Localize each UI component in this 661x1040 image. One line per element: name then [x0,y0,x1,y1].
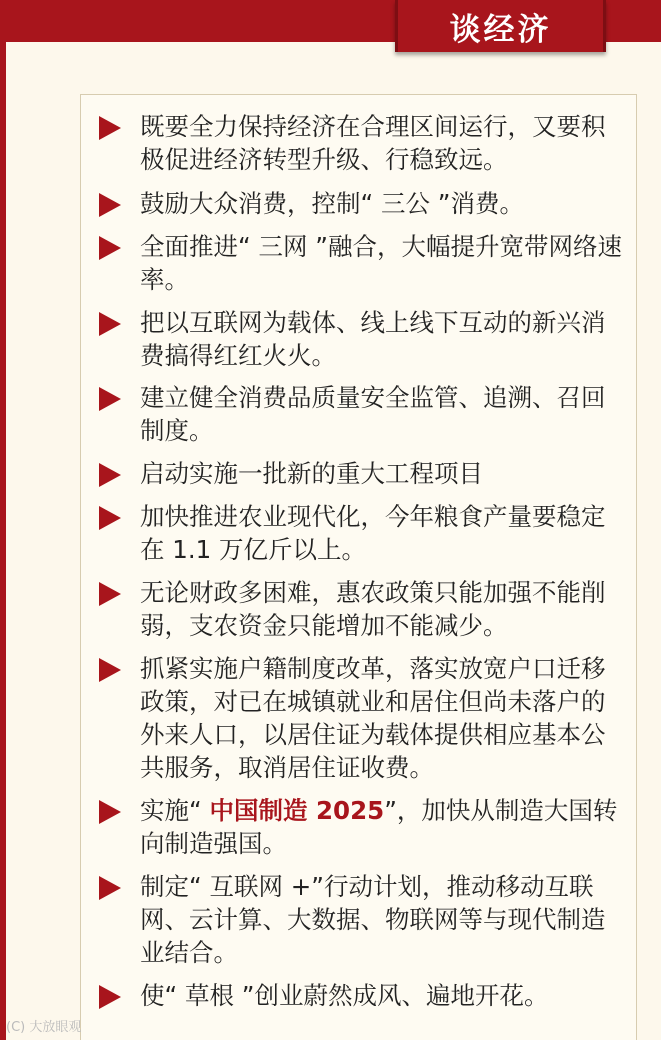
arrow-bullet-icon [99,236,121,260]
arrow-bullet-icon [99,387,121,411]
item-text-pre: 实施“ [140,796,210,825]
arrow-bullet-icon [99,116,121,140]
arrow-bullet-icon [99,506,121,530]
arrow-bullet-icon [99,312,121,336]
item-text: 建立健全消费品质量安全监管、追溯、召回制度。 [140,383,606,445]
list-item [99,187,625,220]
list-item [99,500,625,566]
item-text: 全面推进“ 三网 ”融合，大幅提升宽带网络速率。 [140,232,622,294]
title-tab [395,0,606,52]
list-item [99,794,625,860]
list-item [99,110,625,176]
page-title: 谈经济 [449,11,552,48]
item-text: 加快推进农业现代化，今年粮食产量要稳定在 1.1 万亿斤以上。 [140,502,606,564]
arrow-bullet-icon [99,463,121,487]
item-text: 使“ 草根 ”创业蔚然成风、遍地开花。 [140,981,549,1010]
item-text [140,794,625,860]
item-text: 鼓励大众消费，控制“ 三公 ”消费。 [140,189,524,218]
watermark: (C) 大放眼观 [6,1020,82,1035]
arrow-bullet-icon [99,985,121,1009]
list-item [99,576,625,642]
arrow-bullet-icon [99,658,121,682]
list-item [99,870,625,969]
list-item [99,457,625,490]
content-panel [80,94,637,1040]
left-border [0,0,6,1040]
arrow-bullet-icon [99,582,121,606]
highlight-made-in-china-2025: 中国制造 2025 [209,796,385,825]
item-text: 抓紧实施户籍制度改革，落实放宽户口迁移政策，对已在城镇就业和居住但尚未落户的外来人口，以居住证为载体提供相应基本公共服务，取消居住证收费。 [140,654,606,782]
item-text: 制定“ 互联网 +”行动计划，推动移动互联网、云计算、大数据、物联网等与现代制造业结合。 [140,872,606,967]
arrow-bullet-icon [99,800,121,824]
list-item [99,979,625,1012]
list-item [99,230,625,296]
item-text: 无论财政多困难，惠农政策只能加强不能削弱，支农资金只能增加不能减少。 [140,578,606,640]
list-item [99,652,625,784]
list-item [99,306,625,372]
item-text: 既要全力保持经济在合理区间运行，又要积极促进经济转型升级、行稳致远。 [140,112,606,174]
arrow-bullet-icon [99,876,121,900]
list-item [99,381,625,447]
arrow-bullet-icon [99,193,121,217]
item-text: 启动实施一批新的重大工程项目 [140,459,483,488]
item-text: 把以互联网为载体、线上线下互动的新兴消费搞得红红火火。 [140,308,606,370]
item-text-post: ”，加快从制造大国转向制造强国。 [140,796,618,858]
